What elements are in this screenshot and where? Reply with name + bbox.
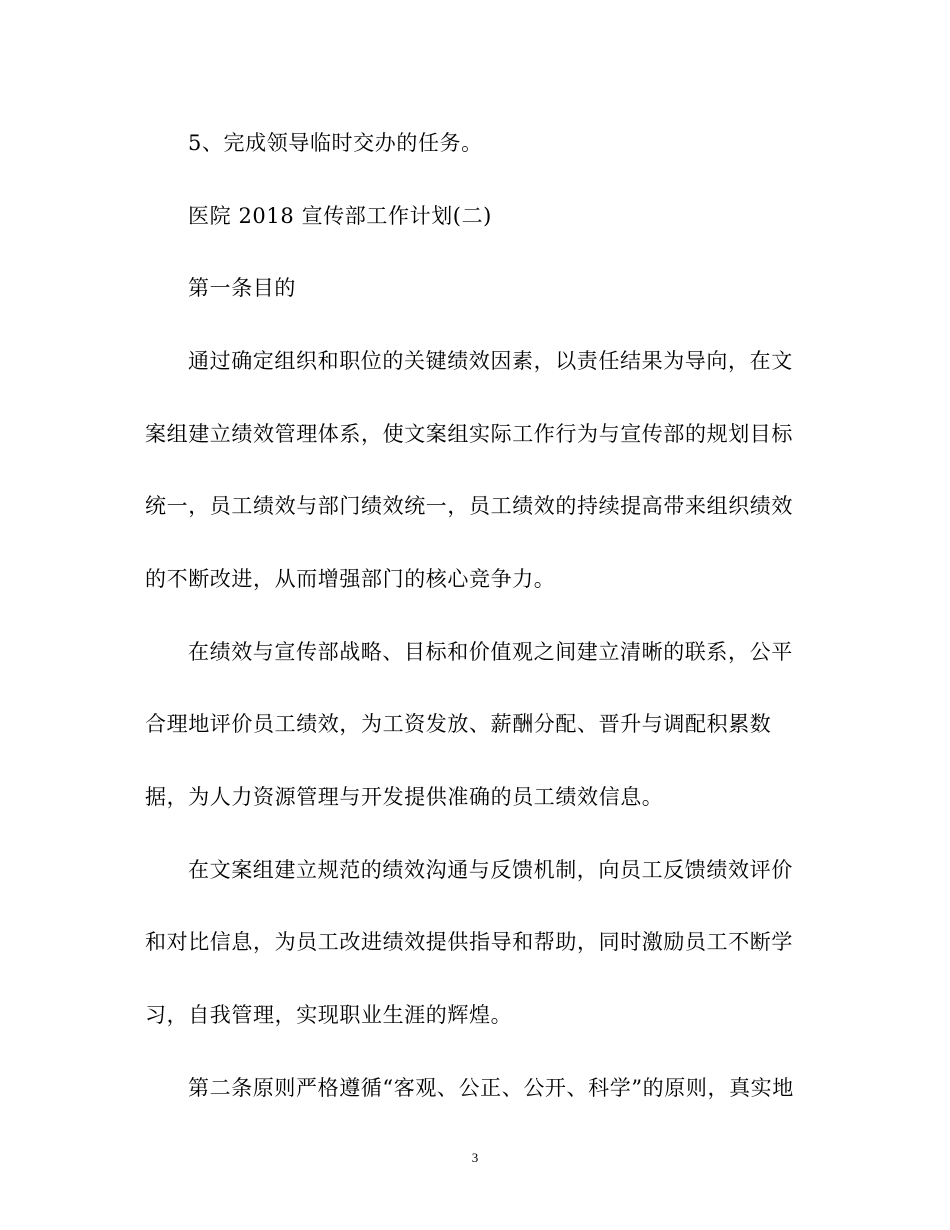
paragraph-line: 在文案组建立规范的绩效沟通与反馈机制，向员工反馈绩效评价 <box>188 858 793 882</box>
paragraph-line: 在绩效与宣传部战略、目标和价值观之间建立清晰的联系，公平 <box>188 640 793 664</box>
paragraph-line: 统一，员工绩效与部门绩效统一，员工绩效的持续提高带来组织绩效 <box>145 494 793 518</box>
paragraph-line: 案组建立绩效管理体系，使文案组实际工作行为与宣传部的规划目标 <box>145 422 793 446</box>
paragraph-line: 合理地评价员工绩效，为工资发放、薪酬分配、晋升与调配积累数 <box>145 712 772 736</box>
list-item-5: 5、完成领导临时交办的任务。 <box>188 131 483 155</box>
paragraph-line: 通过确定组织和职位的关键绩效因素，以责任结果为导向，在文 <box>188 349 793 373</box>
paragraph-line: 习，自我管理，实现职业生涯的辉煌。 <box>145 1003 513 1027</box>
paragraph-line: 的不断改进，从而增强部门的核心竞争力。 <box>145 567 556 591</box>
paragraph-line: 和对比信息，为员工改进绩效提供指导和帮助，同时激励员工不断学 <box>145 930 793 954</box>
paragraph-line: 第二条原则严格遵循“客观、公正、公开、科学”的原则，真实地 <box>188 1076 794 1100</box>
paragraph-line: 据，为人力资源管理与开发提供准确的员工绩效信息。 <box>145 785 664 809</box>
page-number: 3 <box>471 1150 479 1165</box>
section-heading: 医院 2018 宣传部工作计划(二) <box>188 204 492 228</box>
article-heading: 第一条目的 <box>188 276 296 300</box>
